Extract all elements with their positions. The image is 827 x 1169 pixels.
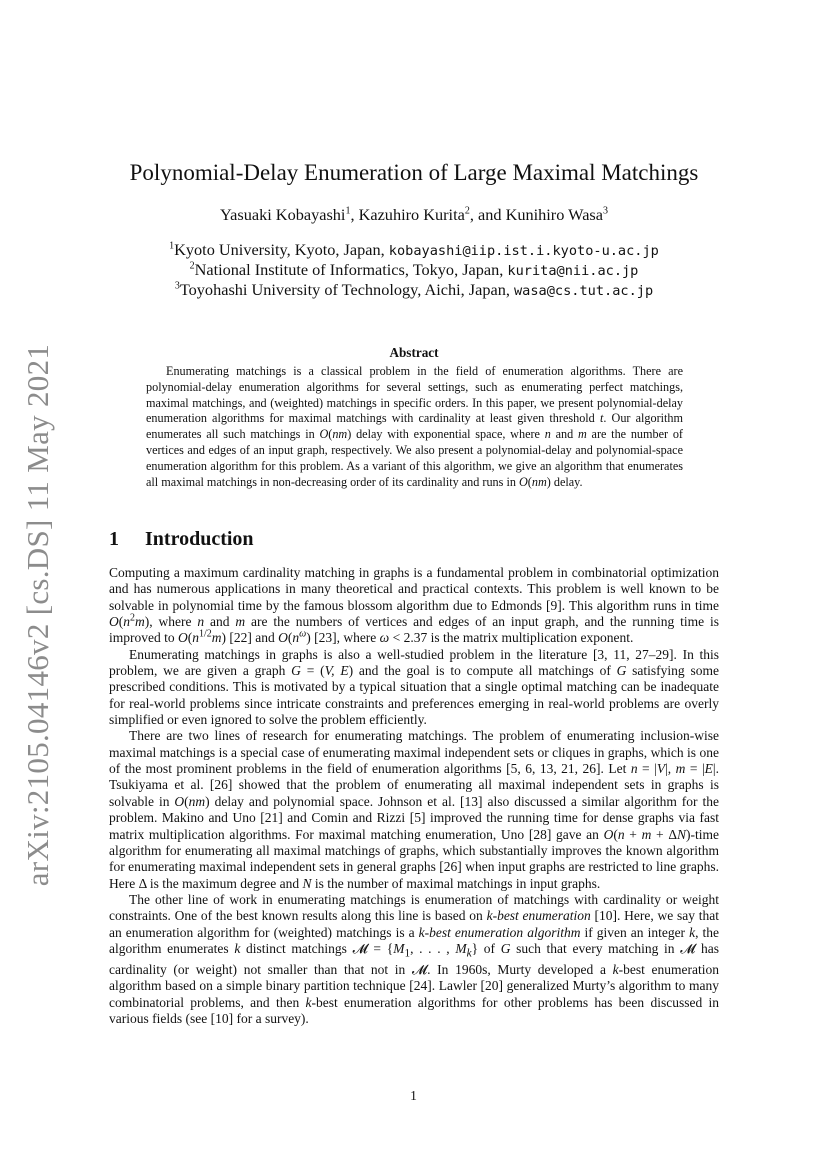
arxiv-identifier: arXiv:2105.04146v2 [cs.DS] 11 May 2021: [20, 343, 55, 887]
author-separator: , and: [469, 205, 506, 224]
section-number: 1: [109, 528, 119, 550]
affiliation-mark: 1: [345, 205, 351, 217]
section-heading: [109, 528, 254, 551]
arxiv-sidebar-stamp: [10, 343, 66, 887]
body-paragraph: Enumerating matchings in graphs is also a well-studied problem in the literature [3, 11, 27–29]. In this problem, we are given a graph G = (V, E) and the goal is to compute all matchings of G satisfying some prescribed conditions. This is motivated by a typical situation that a single optimal matching can be inadequate for real-world problems since intricate constraints and preferences emerging in real-world problems are overly simplified or even ignored to solve the problem efficiently.: [109, 646, 719, 728]
author-separator: ,: [350, 205, 359, 224]
affiliation-mark: 3: [602, 205, 608, 217]
affiliation-line: [108, 260, 720, 280]
section-title: Introduction: [145, 528, 254, 550]
body-text: [109, 565, 719, 1027]
page-number: 1: [410, 1088, 417, 1103]
paper-title: Polynomial-Delay Enumeration of Large Maximal Matchings: [129, 160, 699, 185]
affiliation-line: [108, 280, 720, 300]
abstract-heading: Abstract: [389, 345, 439, 360]
affiliation-place: Kyoto University, Kyoto, Japan,: [174, 240, 389, 259]
affiliation-mark: 2: [189, 260, 195, 272]
author-list: [108, 205, 720, 225]
affiliation-place: Toyohashi University of Technology, Aichi, Japan,: [179, 280, 514, 299]
body-paragraph: There are two lines of research for enumerating matchings. The problem of enumerating inclusion-wise maximal matchings is a special case of enumerating maximal independent sets or cliques in graphs, which is one of the most prominent problems in the field of enumeration algorithms [5, 6, 13, 21, 26]. Let n = |V|, m = |E|. Tsukiyama et al. [26] showed that the problem of enumerating all maximal independent sets in graphs is solvable in O(nm) delay and polynomial space. Johnson et al. [13] also discussed a similar algorithm for the problem. Makino and Uno [21] and Comin and Rizzi [5] improved the running time for dense graphs via fast matrix multiplication algorithms. For maximal matching enumeration, Uno [28] gave an O(n + m + ΔN)-time algorithm for enumerating all maximal matchings of graphs, which substantially improves the known algorithm for enumerating maximal independent sets in general graphs [26] when input graphs are restricted to line graphs. Here Δ is the maximum degree and N is the number of maximal matchings in input graphs.: [109, 728, 720, 891]
abstract-text: Enumerating matchings is a classical problem in the field of enumeration algorithms. There are polynomial-delay enumeration algorithms for several settings, such as enumerating perfect matchings, maximal matchings, and (weighted) matchings in specific orders. In this paper, we present polynomial-delay enumeration algorithms for maximal matchings with cardinality at least given threshold t. Our algorithm enumerates all such matchings in O(nm) delay with exponential space, where n and m are the number of vertices and edges of an input graph, respectively. We also present a polynomial-delay and polynomial-space enumeration algorithm for this problem. As a variant of this algorithm, we give an algorithm that enumerates all maximal matchings in non-decreasing order of its cardinality and runs in O(nm) delay.: [146, 364, 684, 489]
email-address: kurita@nii.ac.jp: [507, 263, 639, 279]
affiliation-mark: 2: [464, 205, 470, 217]
affiliation-mark: 1: [169, 240, 175, 252]
email-address: wasa@cs.tut.ac.jp: [514, 283, 654, 299]
email-address: kobayashi@iip.ist.i.kyoto-u.ac.jp: [388, 243, 659, 259]
author-name: Yasuaki Kobayashi: [220, 205, 346, 224]
body-paragraph: Computing a maximum cardinality matching in graphs is a fundamental problem in combinatorial optimization and has numerous applications in many theoretical and practical contexts. This problem is well known to be solvable in polynomial time by the famous blossom algorithm due to Edmonds [9]. This algorithm runs in time $O(n^2m)$, where n and m are the numbers of vertices and edges of an input graph, and the running time is improved to $O(n^{1/2}m)$ [22] and $O(n^\omega)$ [23], where ω < 2.37 is the matrix multiplication exponent.: [109, 565, 719, 646]
author-name: Kazuhiro Kurita: [358, 205, 465, 224]
affiliation-mark: 3: [174, 280, 180, 292]
affiliation-place: National Institute of Informatics, Tokyo, Japan,: [194, 260, 508, 279]
affiliation-line: [108, 240, 720, 260]
author-name: Kunihiro Wasa: [505, 205, 603, 224]
body-paragraph: The other line of work in enumerating matchings is enumeration of matchings with cardinality or weight constraints. One of the best known results along this line is based on k-best enumeration [10]. Here, we say that an enumeration algorithm for (weighted) matchings is a k-best enumeration algorithm if given an integer k, the algorithm enumerates k distinct matchings 𝓜 = {$M_1$, . . . , $M_k$} of G such that every matching in 𝓜 has cardinality (or weight) not smaller than that not in 𝓜. In 1960s, Murty developed a k-best enumeration algorithm based on a simple binary partition technique [24]. Lawler [20] generalized Murty’s algorithm to many combinatorial problems, and then k-best enumeration algorithms for other problems has been discussed in various fields (see [10] for a survey).: [109, 891, 720, 1026]
